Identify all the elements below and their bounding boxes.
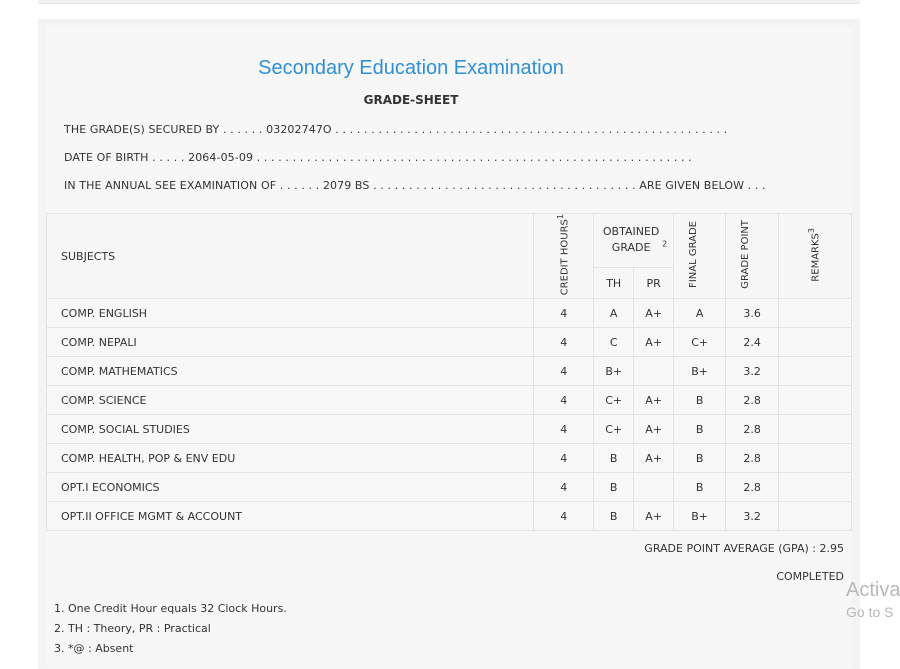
table-row <box>47 299 852 328</box>
gpa-label: GRADE POINT AVERAGE (GPA) : <box>644 542 816 555</box>
subject-cell: COMP. HEALTH, POP & ENV EDU <box>47 444 534 473</box>
pr-cell: A+ <box>634 502 674 531</box>
pr-cell: A+ <box>634 299 674 328</box>
remarks-cell <box>779 386 852 415</box>
pr-cell <box>634 357 674 386</box>
credit-cell: 4 <box>534 386 594 415</box>
credit-cell: 4 <box>534 444 594 473</box>
final-cell: C+ <box>674 328 726 357</box>
credit-cell: 4 <box>534 502 594 531</box>
credit-hours-header: CREDIT HOURS$^1$ <box>534 214 594 299</box>
pr-header: PR <box>634 267 674 298</box>
top-strip <box>38 0 860 4</box>
th-cell: B <box>594 473 634 502</box>
remarks-cell <box>779 299 852 328</box>
final-cell: B+ <box>674 357 726 386</box>
table-row <box>47 444 852 473</box>
final-cell: B <box>674 444 726 473</box>
status-text: COMPLETED <box>776 570 844 583</box>
dob-label: DATE OF BIRTH <box>64 151 149 164</box>
subject-cell: COMP. SOCIAL STUDIES <box>47 415 534 444</box>
dob-line: DATE OF BIRTH . . . . . 2064-05-09 . . . . . . . . . . . . . . . . . . . . . . . . . . . . . . . . . . . . . . . . . . . . . . . . . . . . . . . . . . . . . <box>64 151 692 164</box>
secured-by-line: THE GRADE(S) SECURED BY . . . . . . 03202747O . . . . . . . . . . . . . . . . . . . . . . . . . . . . . . . . . . . . . . . . . . . . . . . . . . . . . . . <box>64 123 728 136</box>
table-row <box>47 328 852 357</box>
note-3: 3. *@ : Absent <box>54 642 134 655</box>
credit-cell: 4 <box>534 415 594 444</box>
remarks-header: REMARKS$^3$ <box>779 214 852 299</box>
grade-point-header: GRADE POINT <box>726 214 779 299</box>
remarks-cell <box>779 328 852 357</box>
gp-cell: 3.6 <box>726 299 779 328</box>
subject-cell: OPT.I ECONOMICS <box>47 473 534 502</box>
subjects-header: SUBJECTS <box>47 214 534 299</box>
subject-cell: COMP. SCIENCE <box>47 386 534 415</box>
gp-cell: 2.8 <box>726 415 779 444</box>
final-cell: A <box>674 299 726 328</box>
gpa-value: 2.95 <box>819 542 844 555</box>
final-grade-header: FINAL GRADE <box>674 214 726 299</box>
remarks-cell <box>779 415 852 444</box>
note-2: 2. TH : Theory, PR : Practical <box>54 622 211 635</box>
credit-cell: 4 <box>534 357 594 386</box>
gpa-line <box>644 542 844 555</box>
exam-title: Secondary Education Examination <box>258 57 564 79</box>
secured-by-value: 03202747O <box>266 123 332 136</box>
subject-cell: COMP. NEPALI <box>47 328 534 357</box>
subject-cell: COMP. MATHEMATICS <box>47 357 534 386</box>
pr-cell: A+ <box>634 415 674 444</box>
table-row <box>47 386 852 415</box>
th-cell: C <box>594 328 634 357</box>
gp-cell: 2.4 <box>726 328 779 357</box>
table-row <box>47 473 852 502</box>
table-row <box>47 502 852 531</box>
exam-suffix: ARE GIVEN BELOW <box>639 179 745 192</box>
gp-cell: 3.2 <box>726 502 779 531</box>
grades-body <box>47 299 852 531</box>
gp-cell: 2.8 <box>726 386 779 415</box>
activation-watermark-subtitle: Go to S <box>846 604 894 620</box>
pr-cell <box>634 473 674 502</box>
obtained-grade-header: OBTAINED GRADE $^2$ <box>594 214 674 268</box>
th-cell: B+ <box>594 357 634 386</box>
remarks-cell <box>779 357 852 386</box>
dob-value: 2064-05-09 <box>188 151 254 164</box>
th-cell: B <box>594 444 634 473</box>
secured-by-label: THE GRADE(S) SECURED BY <box>64 123 220 136</box>
gp-cell: 2.8 <box>726 473 779 502</box>
gp-cell: 3.2 <box>726 357 779 386</box>
gp-cell: 2.8 <box>726 444 779 473</box>
credit-cell: 4 <box>534 328 594 357</box>
th-cell: B <box>594 502 634 531</box>
table-row <box>47 357 852 386</box>
pr-cell: A+ <box>634 328 674 357</box>
activation-watermark-title: Activa <box>846 579 900 601</box>
exam-label: IN THE ANNUAL SEE EXAMINATION OF <box>64 179 277 192</box>
subject-cell: OPT.II OFFICE MGMT & ACCOUNT <box>47 502 534 531</box>
subject-cell: COMP. ENGLISH <box>47 299 534 328</box>
remarks-cell <box>779 473 852 502</box>
pr-cell: A+ <box>634 444 674 473</box>
credit-cell: 4 <box>534 299 594 328</box>
th-cell: C+ <box>594 415 634 444</box>
remarks-cell <box>779 444 852 473</box>
note-1: 1. One Credit Hour equals 32 Clock Hours. <box>54 602 287 615</box>
remarks-cell <box>779 502 852 531</box>
grades-table <box>46 213 852 531</box>
final-cell: B+ <box>674 502 726 531</box>
final-cell: B <box>674 386 726 415</box>
th-header: TH <box>594 267 634 298</box>
final-cell: B <box>674 473 726 502</box>
pr-cell: A+ <box>634 386 674 415</box>
sheet-title: GRADE-SHEET <box>363 93 459 107</box>
th-cell: A <box>594 299 634 328</box>
credit-cell: 4 <box>534 473 594 502</box>
final-cell: B <box>674 415 726 444</box>
th-cell: C+ <box>594 386 634 415</box>
table-row <box>47 415 852 444</box>
exam-line: IN THE ANNUAL SEE EXAMINATION OF . . . . . . 2079 BS . . . . . . . . . . . . . . . . . . . . . . . . . . . . . . . . . . . . . ARE GIVEN BELOW . . . <box>64 179 766 192</box>
exam-value: 2079 BS <box>322 179 370 192</box>
